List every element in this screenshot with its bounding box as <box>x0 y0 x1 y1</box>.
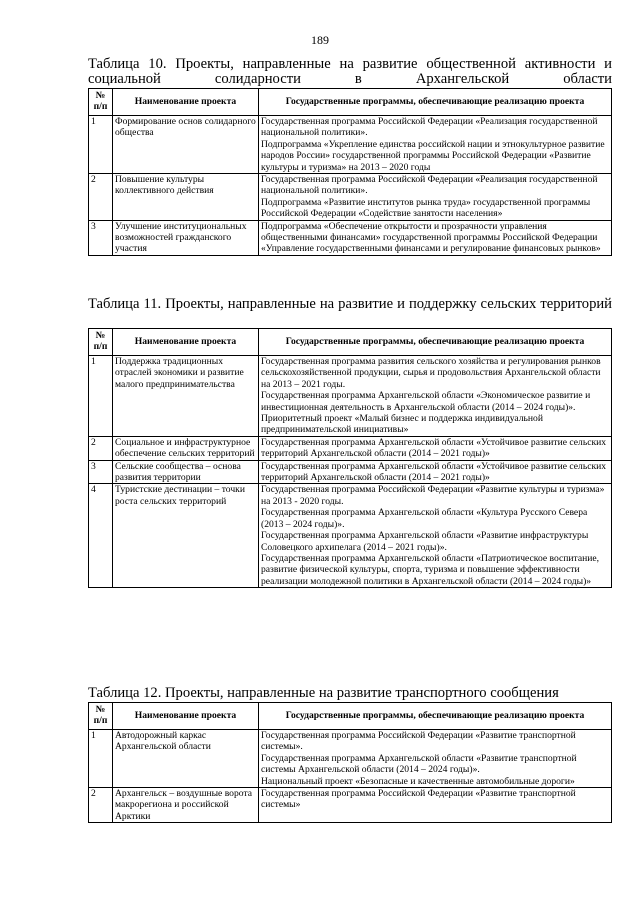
row-name: Повышение культуры коллективного действия <box>113 174 259 221</box>
row-num: 1 <box>89 116 113 174</box>
row-num: 2 <box>89 788 113 823</box>
row-name: Социальное и инфраструктурное обеспечение сельских территорий <box>113 436 259 460</box>
program-line: Государственная программа Российской Федерации «Реализация государственной национальной политики». <box>261 174 598 197</box>
row-num: 3 <box>89 460 113 484</box>
table-row <box>89 730 612 788</box>
table-row <box>89 116 612 174</box>
header-name: Наименование проекта <box>113 89 259 116</box>
table-12-caption: Таблица 12. Проекты, направленные на развитие транспортного сообщения <box>88 685 559 701</box>
program-line: Государственная программа Архангельской области «Культура Русского Севера (2013 – 2024 годы)». <box>261 507 588 530</box>
row-programs <box>259 730 612 788</box>
program-line: Подпрограмма «Развитие институтов рынка труда» государственной программы Российской Федерации «Содействие занятости населения» <box>261 196 591 220</box>
row-name: Архангельск – воздушные ворота макрорегиона и российской Арктики <box>113 788 259 823</box>
row-programs <box>259 460 612 484</box>
row-name: Сельские сообщества – основа развития территории <box>113 460 259 484</box>
table-11-caption: Таблица 11. Проекты, направленные на развитие и поддержку сельских территорий <box>88 296 612 312</box>
row-programs <box>259 174 612 221</box>
row-num: 3 <box>89 220 113 255</box>
row-name: Поддержка традиционных отраслей экономики и развитие малого предпринимательства <box>113 356 259 437</box>
header-num: № п/п <box>89 703 113 730</box>
table-row <box>89 484 612 588</box>
row-name: Формирование основ солидарного общества <box>113 116 259 174</box>
row-name: Автодорожный каркас Архангельской области <box>113 730 259 788</box>
program-line: Подпрограмма «Обеспечение открытости и прозрачности управления общественными финансами» государственной программы Российской Федерации «Управление государственными финансами и регулирование финансовых рынков» <box>261 220 601 255</box>
table-row <box>89 356 612 437</box>
program-line: Государственная программа Российской Федерации «Развитие культуры и туризма» на 2013 - 2020 годы. <box>261 484 605 507</box>
row-num: 1 <box>89 730 113 788</box>
page-number: 189 <box>311 33 329 47</box>
table-row <box>89 788 612 823</box>
header-programs: Государственные программы, обеспечивающие реализацию проекта <box>259 89 612 116</box>
header-name: Наименование проекта <box>113 329 259 356</box>
program-line: Государственная программа Архангельской области «Патриотическое воспитание, развитие физической культуры, спорта, туризма и повышение эффективности реализации молодежной политики в Архангельской области (2014 – 2024 годы)» <box>261 552 600 587</box>
table-10-caption: Таблица 10. Проекты, направленные на развитие общественной активности и социальной солидарности в Архангельской области <box>88 56 612 87</box>
program-line: Государственная программа Архангельской области «Экономическое развитие и инвестиционная деятельность в Архангельской области (2014 – 2024 годы)». <box>261 390 591 413</box>
header-programs: Государственные программы, обеспечивающие реализацию проекта <box>259 703 612 730</box>
program-line: Государственная программа Российской Федерации «Реализация государственной национальной политики». <box>261 116 598 139</box>
program-line: Государственная программа Архангельской области «Развитие инфраструктуры Соловецкого архипелага (2014 – 2021 годы)». <box>261 530 589 553</box>
table-11 <box>88 328 612 588</box>
program-line: Государственная программа Архангельской области «Устойчивое развитие сельских территорий Архангельской области (2014 – 2021 годы)» <box>261 436 607 460</box>
row-name: Улучшение институциональных возможностей гражданского участия <box>113 220 259 255</box>
program-line: Государственная программа Российской Федерации «Развитие транспортной системы» <box>261 788 576 811</box>
program-line: Государственная программа Российской Федерации «Развитие транспортной системы». <box>261 730 576 753</box>
header-num: № п/п <box>89 89 113 116</box>
program-line: Подпрограмма «Укрепление единства российской нации и этнокультурное развитие народов России» государственной программы Российской Федерации «Развитие культуры и туризма» на 2013 – 2020 годы <box>261 138 605 173</box>
row-programs <box>259 484 612 588</box>
table-10 <box>88 88 612 256</box>
row-programs <box>259 116 612 174</box>
row-programs <box>259 356 612 437</box>
table-12 <box>88 702 612 823</box>
header-name: Наименование проекта <box>113 703 259 730</box>
table-row <box>89 436 612 460</box>
row-num: 1 <box>89 356 113 437</box>
table-row <box>89 220 612 255</box>
row-programs <box>259 436 612 460</box>
row-programs <box>259 788 612 823</box>
header-num: № п/п <box>89 329 113 356</box>
row-name: Туристские дестинации – точки роста сельских территорий <box>113 484 259 588</box>
header-programs: Государственные программы, обеспечивающие реализацию проекта <box>259 329 612 356</box>
program-line: Государственная программа Архангельской области «Устойчивое развитие сельских территорий Архангельской области (2014 – 2021 годы)» <box>261 460 607 484</box>
program-line: Национальный проект «Безопасные и качественные автомобильные дороги» <box>261 775 575 787</box>
row-num: 2 <box>89 174 113 221</box>
program-line: Государственная программа Архангельской области «Развитие транспортной системы Архангельской области (2014 – 2024 годы)». <box>261 752 577 776</box>
program-line: Государственная программа развития сельского хозяйства и регулирования рынков сельскохозяйственной продукции, сырья и продовольствия Архангельской области на 2013 – 2021 годы. <box>261 356 601 390</box>
table-row <box>89 460 612 484</box>
row-programs <box>259 220 612 255</box>
program-line: Приоритетный проект «Малый бизнес и поддержка индивидуальной предпринимательской инициативы» <box>261 413 543 436</box>
row-num: 2 <box>89 436 113 460</box>
row-num: 4 <box>89 484 113 588</box>
table-row <box>89 174 612 221</box>
